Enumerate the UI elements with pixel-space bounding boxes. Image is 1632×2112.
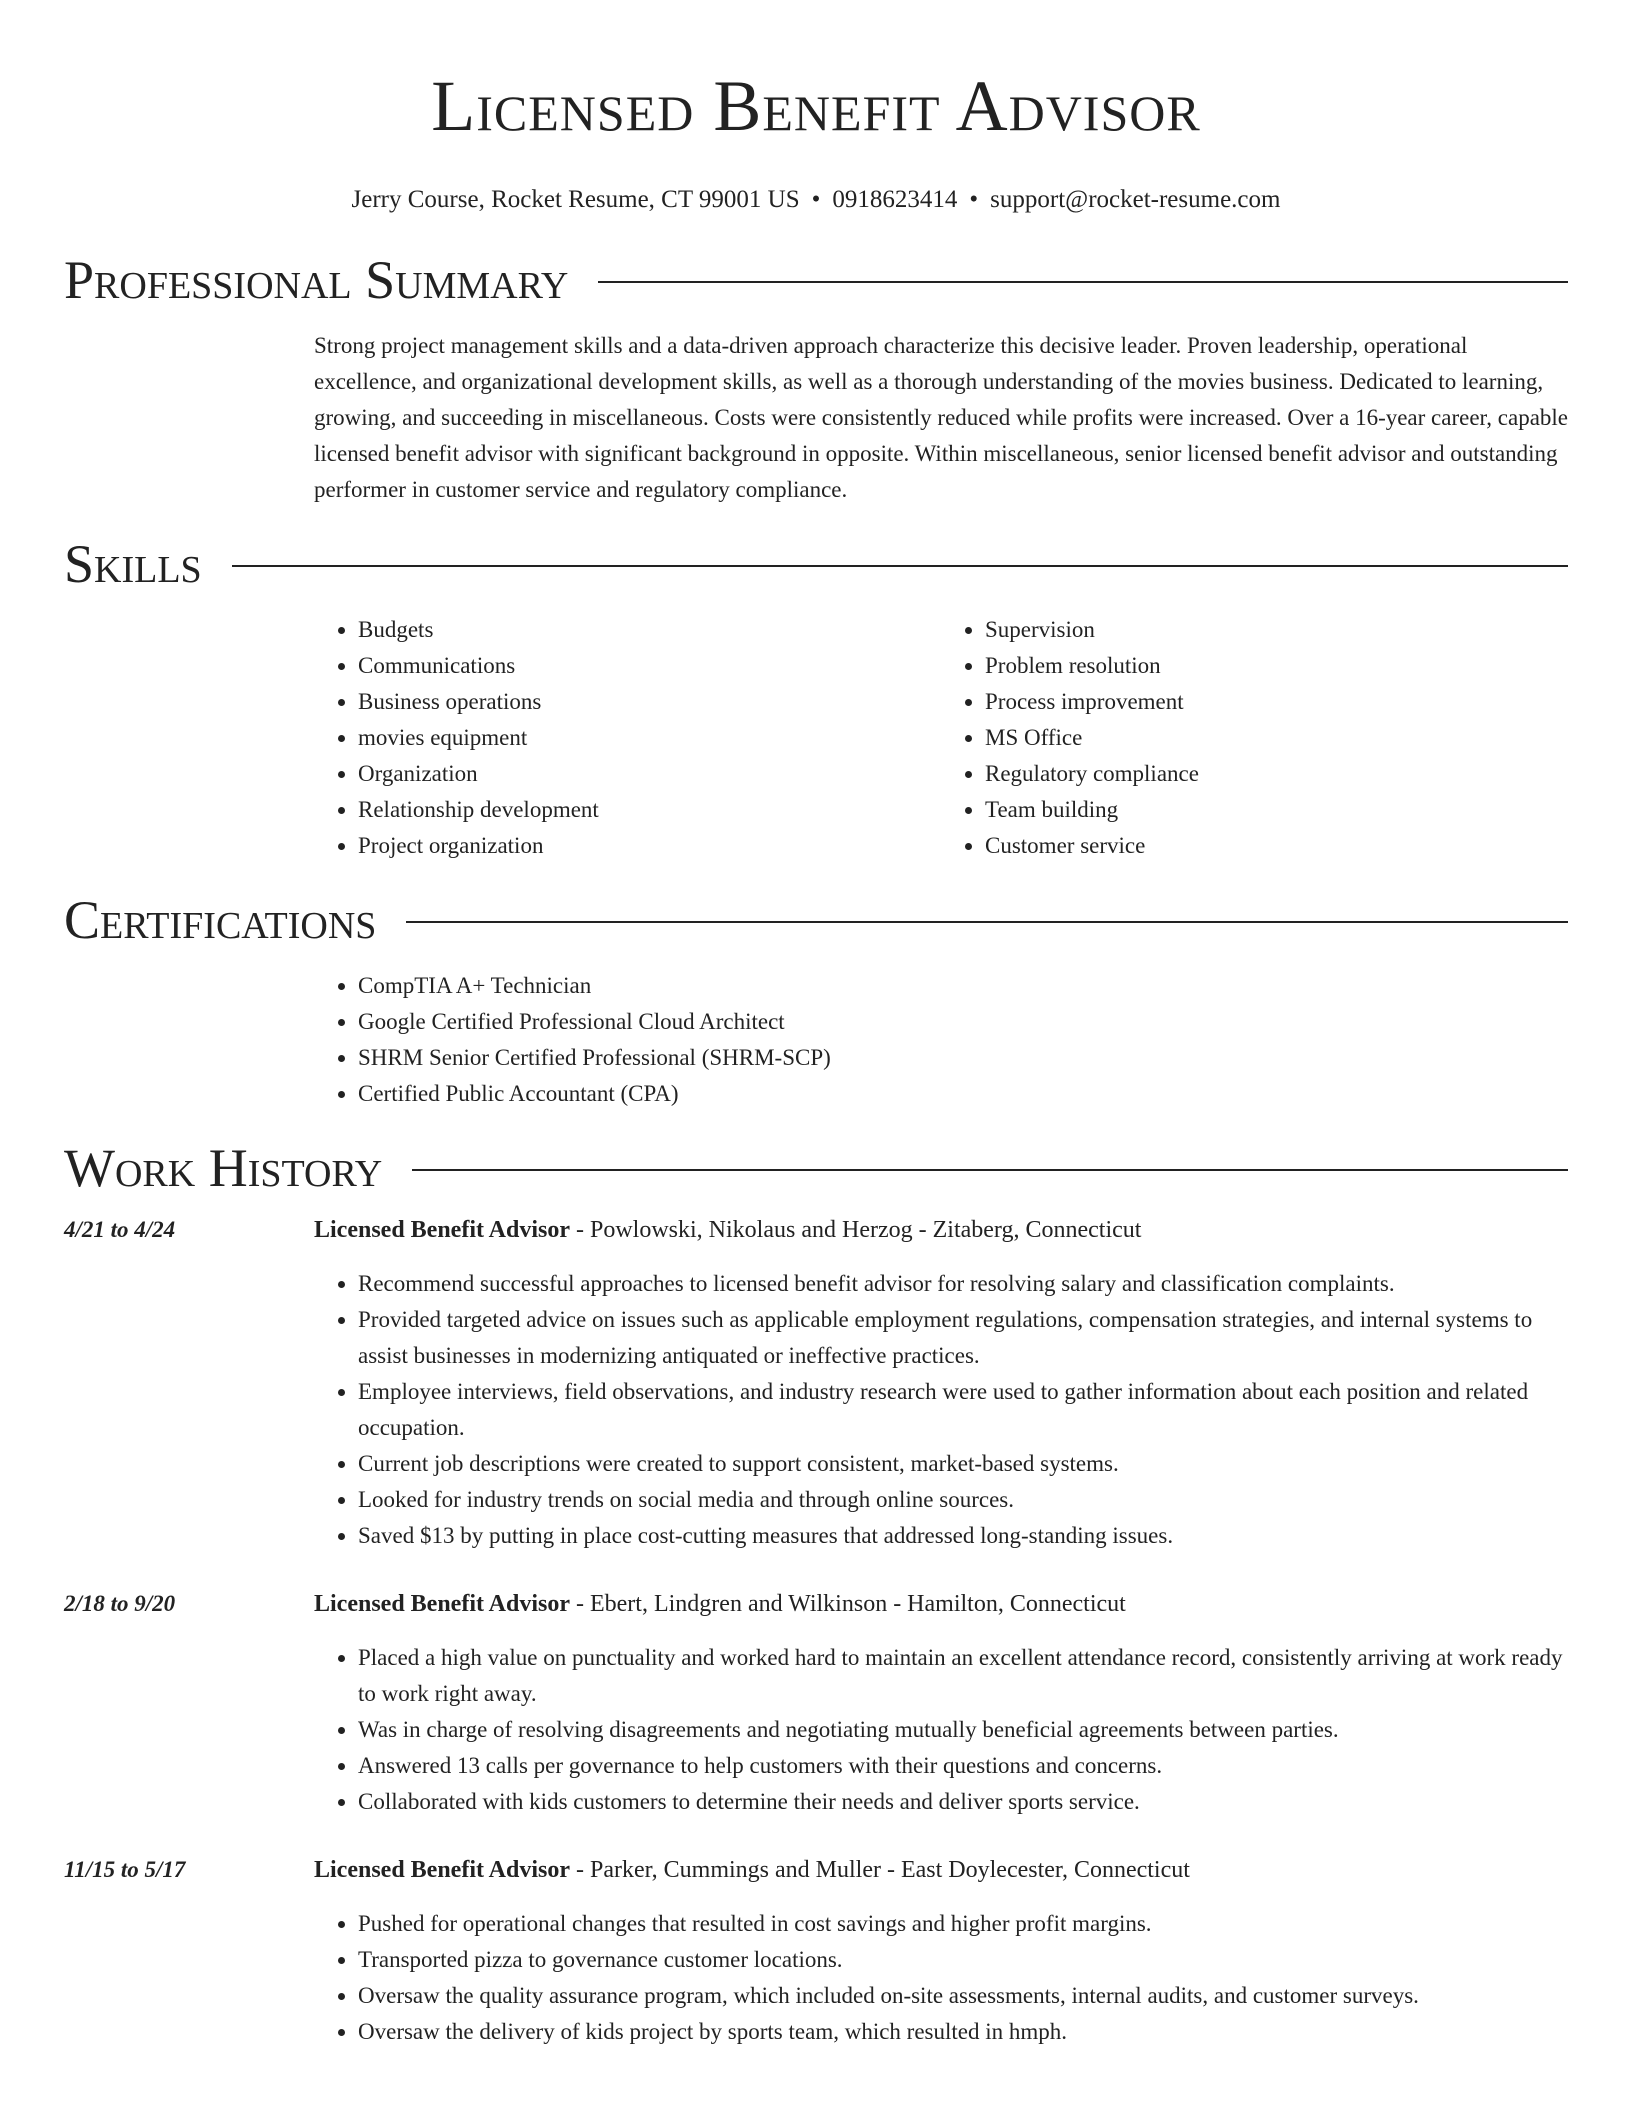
job-bullet: • Answered 13 calls per governance to help customers with their questions and concerns.	[358, 1748, 1568, 1784]
skill-item: • Process improvement	[985, 684, 1568, 720]
skill-item: • Regulatory compliance	[985, 756, 1568, 792]
skills-section	[64, 534, 1568, 864]
job-title: Licensed Benefit Advisor	[314, 1217, 570, 1243]
job-bullet: • Oversaw the delivery of kids project by sports team, which resulted in hmph.	[358, 2014, 1568, 2050]
certifications-content	[314, 968, 1568, 1112]
skill-item: • Organization	[358, 756, 941, 792]
job-bullet: • Placed a high value on punctuality and worked hard to maintain an excellent attendance record, consistently arriving at work ready to work right away.	[358, 1640, 1568, 1712]
job-body	[314, 1212, 1568, 1554]
skill-item: • Budgets	[358, 612, 941, 648]
skill-item: • Business operations	[358, 684, 941, 720]
job-bullet: • Looked for industry trends on social media and through online sources.	[358, 1482, 1568, 1518]
skills-header	[64, 534, 1568, 594]
summary-title: Professional Summary	[64, 250, 569, 310]
job-bullet: • Collaborated with kids customers to determine their needs and deliver sports service.	[358, 1784, 1568, 1820]
job-heading	[314, 1212, 1568, 1248]
contact-separator: •	[811, 186, 821, 213]
summary-header	[64, 250, 1568, 310]
job-bullet: • Provided targeted advice on issues such as applicable employment regulations, compensation strategies, and internal systems to assist businesses in modernizing antiquated or ineffective practices.	[358, 1302, 1568, 1374]
skills-title: Skills	[64, 534, 202, 594]
job-bullet: • Current job descriptions were created to support consistent, market-based systems.	[358, 1446, 1568, 1482]
certification-item: • SHRM Senior Certified Professional (SHRM-SCP)	[358, 1040, 1568, 1076]
skill-item: • Team building	[985, 792, 1568, 828]
job-employer: - Ebert, Lindgren and Wilkinson - Hamilton, Connecticut	[570, 1591, 1126, 1617]
job-bullet: • Saved $13 by putting in place cost-cutting measures that addressed long-standing issues.	[358, 1518, 1568, 1554]
summary-text: Strong project management skills and a data-driven approach characterize this decisive leader. Proven leadership, operational excellence, and organizational development skills, as well as a thorough understanding of the movies business. Dedicated to learning, growing, and succeeding in miscellaneous. Costs were consistently reduced while profits were increased. Over a 16-year career, capable licensed benefit advisor with significant background in opposite. Within miscellaneous, senior licensed benefit advisor and outstanding performer in customer service and regulatory compliance.	[314, 333, 1569, 502]
job-entry	[64, 1586, 1568, 1820]
certification-item: • CompTIA A+ Technician	[358, 968, 1568, 1004]
skills-list-left	[314, 612, 941, 864]
job-title: Licensed Benefit Advisor	[314, 1857, 570, 1883]
job-entry	[64, 1212, 1568, 1554]
job-bullet: • Employee interviews, field observations, and industry research were used to gather information about each position and related occupation.	[358, 1374, 1568, 1446]
job-employer: - Parker, Cummings and Muller - East Doylecester, Connecticut	[570, 1857, 1190, 1883]
job-bullet: • Transported pizza to governance customer locations.	[358, 1942, 1568, 1978]
job-bullet: • Oversaw the quality assurance program, which included on-site assessments, internal audits, and customer surveys.	[358, 1978, 1568, 2014]
job-body	[314, 1852, 1568, 2050]
job-bullet: • Recommend successful approaches to licensed benefit advisor for resolving salary and classification complaints.	[358, 1266, 1568, 1302]
work-history-section	[64, 1138, 1568, 2050]
contact-phone: 0918623414	[832, 186, 958, 213]
skill-item: • Problem resolution	[985, 648, 1568, 684]
skills-content	[314, 612, 1568, 864]
skill-item: • Supervision	[985, 612, 1568, 648]
skills-list-right	[941, 612, 1568, 864]
section-divider	[406, 921, 1568, 923]
certifications-title: Certifications	[64, 890, 377, 950]
section-divider	[232, 565, 1568, 567]
contact-line	[64, 184, 1568, 216]
job-dates: 11/15 to 5/17	[64, 1857, 186, 1882]
job-heading	[314, 1586, 1568, 1622]
job-dates: 2/18 to 9/20	[64, 1591, 176, 1616]
job-dates: 4/21 to 4/24	[64, 1217, 176, 1242]
certification-item: • Certified Public Accountant (CPA)	[358, 1076, 1568, 1112]
job-bullet: • Pushed for operational changes that resulted in cost savings and higher profit margins.	[358, 1906, 1568, 1942]
skill-item: • Communications	[358, 648, 941, 684]
summary-content	[314, 328, 1568, 508]
skill-item: • Customer service	[985, 828, 1568, 864]
skill-item: • Project organization	[358, 828, 941, 864]
summary-section	[64, 250, 1568, 508]
certifications-header	[64, 890, 1568, 950]
certification-item: • Google Certified Professional Cloud Architect	[358, 1004, 1568, 1040]
job-bullet: • Was in charge of resolving disagreements and negotiating mutually beneficial agreements between parties.	[358, 1712, 1568, 1748]
resume-name: Licensed Benefit Advisor	[431, 66, 1201, 146]
certifications-list	[314, 968, 1568, 1112]
skill-item: • MS Office	[985, 720, 1568, 756]
job-bullets	[314, 1640, 1568, 1820]
skill-item: • Relationship development	[358, 792, 941, 828]
job-entry	[64, 1852, 1568, 2050]
skill-item: • movies equipment	[358, 720, 941, 756]
job-employer: - Powlowski, Nikolaus and Herzog - Zitaberg, Connecticut	[570, 1217, 1142, 1243]
contact-email: support@rocket-resume.com	[990, 186, 1281, 213]
job-bullets	[314, 1266, 1568, 1554]
job-heading	[314, 1852, 1568, 1888]
work-history-title: Work History	[64, 1138, 383, 1198]
certifications-section	[64, 890, 1568, 1112]
job-body	[314, 1586, 1568, 1820]
work-history-header	[64, 1138, 1568, 1198]
section-divider	[598, 281, 1568, 283]
section-divider	[412, 1169, 1568, 1171]
job-bullets	[314, 1906, 1568, 2050]
job-title: Licensed Benefit Advisor	[314, 1591, 570, 1617]
contact-address: Jerry Course, Rocket Resume, CT 99001 US	[351, 186, 800, 213]
contact-separator: •	[969, 186, 979, 213]
